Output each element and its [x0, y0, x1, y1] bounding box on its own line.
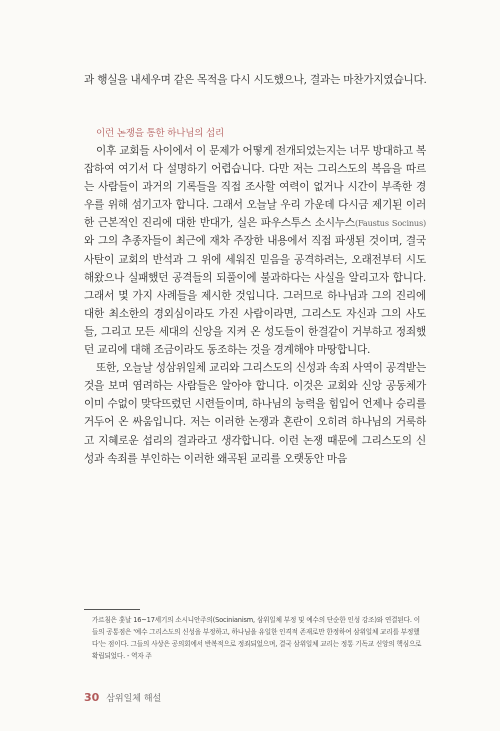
- paragraph-1-part-1: 이후 교회들 사이에서 이 문제가 어떻게 전개되었는지는 너무 방대하고 복잡하여 여기서 다 설명하기 어렵습니다. 다만 저는 그리스도의 복음을 따르는 사람들이 과거의 기록들을 직접 조사할 여력이 없거나 시간이 부족한 경우를 위해 섬기고자 합니다. 그래서 오늘날 우리 가운데 다시금 제기된 이러한 근본적인 진리에 대한 반대가, 실은 파우스투스 소시누스: [84, 145, 426, 230]
- continued-text-line: 과 행실을 내세우며 같은 목적을 다시 시도했으나, 결과는 마찬가지였습니다.: [84, 74, 427, 86]
- latin-name: (Faustus Socinus): [354, 218, 427, 229]
- paragraph-1-part-2: 와 그의 추종자들이 최근에 재차 주장한 내용에서 직접 파생된 것이며, 결국 사탄이 교회의 반석과 그 위에 세워진 믿음을 공격하려는, 오래전부터 시도해왔으나 실패했던 공격들의 되풀이에 불과하다는 사실을 알리고자 합니다. 그래서 몇 가지 사례들을 제시한 것입니다. 그러므로 하나님과 그의 진리에 대한 최소한의 경외심이라도 가진 사람이라면, 그리스도 자신과 그의 사도들, 그리고 모든 세대의 신앙을 지켜 온 성도들이 한결같이 거부하고 정죄했던 교리에 대해 조금이라도 동조하는 것을 경계해야 마땅합니다.: [84, 235, 426, 357]
- paragraph-1: [84, 142, 426, 359]
- page-footer: [84, 691, 161, 704]
- paragraph-2: 또한, 오늘날 성삼위일체 교리와 그리스도의 신성과 속죄 사역이 공격받는 것을 보며 염려하는 사람들은 알아야 합니다. 이것은 교회와 신앙 공동체가 이미 수없이 맞닥뜨렸던 시련들이며, 하나님의 능력을 힘입어 언제나 승리를 거두어 온 싸움입니다. 저는 이러한 논쟁과 혼란이 오히려 하나님의 거룩하고 지혜로운 섭리의 결과라고 생각합니다. 이런 논쟁 때문에 그리스도의 신성과 속죄를 부인하는 이러한 왜곡된 교리를 오랫동안 마음: [84, 362, 426, 465]
- page-number: 30: [84, 691, 100, 704]
- book-title: 삼위일체 해설: [106, 694, 162, 704]
- body-text: [84, 142, 426, 468]
- footnote: 가르침은 훗날 16~17세기의 소시니안주의(Socinianism, 삼위일체 부정 및 예수의 단순한 인성 강조)와 연결된다. 이들의 공통점은 '예수 그리스도의 신성을 부정하고, 하나님을 유일한 인격적 존재로만 한정하여 삼위일체 교리를 부정했다'는 점이다. 그들의 사상은 공의회에서 반복적으로 정죄되었으며, 결국 삼위일체 교리는 정통 기독교 신앙의 핵심으로 확립되었다. - 역자 주: [92, 616, 422, 660]
- section-heading: 이런 논쟁을 통한 하나님의 섭리: [96, 128, 224, 139]
- footnote-divider: [84, 609, 140, 610]
